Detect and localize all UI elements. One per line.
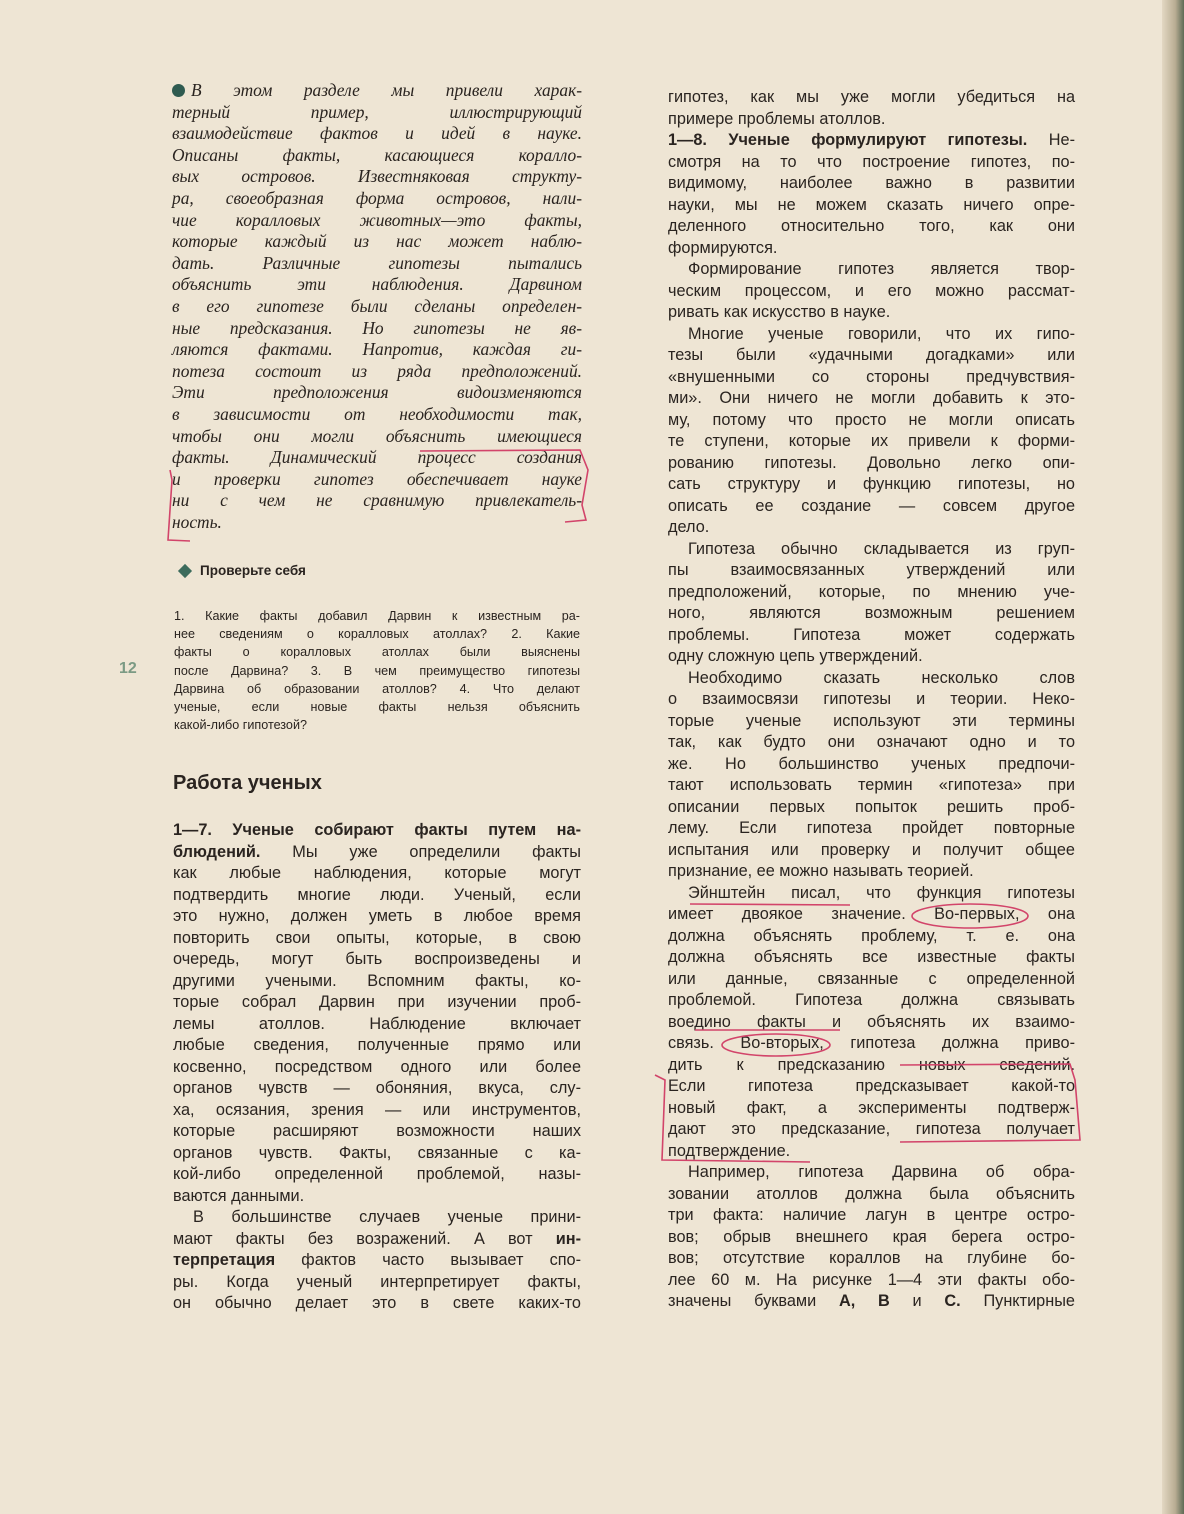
text-line: признание, ее можно называть теорией. bbox=[668, 862, 974, 880]
text-line: дить к предсказанию новых сведений. bbox=[668, 1055, 1075, 1074]
text-line: органов чувств. Факты, связанные с ка- bbox=[173, 1143, 581, 1162]
text-line: нее сведениям о коралловых атоллах? 2. Какие bbox=[174, 627, 580, 642]
text-line: Многие ученые говорили, что их гипо- bbox=[688, 324, 1075, 343]
text-line: предположений, которые, по мнению уче- bbox=[668, 582, 1075, 601]
text-line: очередь, могут быть воспроизведены и bbox=[173, 950, 581, 968]
text-line: торые ученые используют эти термины bbox=[668, 711, 1075, 730]
text-line: другими учеными. Вспомним факты, ко- bbox=[173, 971, 581, 990]
text-line: о взаимосвязи гипотезы и теории. Неко- bbox=[668, 690, 1075, 708]
text-line: же. Но большинство ученых предпочи- bbox=[668, 754, 1075, 773]
text-line: вов; обрыв внешнего края берега остро- bbox=[668, 1227, 1075, 1246]
text-line: ные предсказания. Но гипотезы не яв- bbox=[172, 317, 582, 338]
pen-circle-vo-pervykh bbox=[912, 904, 1028, 928]
text-line: лему. Если гипотеза пройдет повторные bbox=[668, 819, 1075, 837]
text-line: Описаны факты, касающиеся коралло- bbox=[172, 144, 582, 165]
text-line: лемы атоллов. Наблюдение включает bbox=[173, 1014, 581, 1033]
text-line: Эйнштейн писал, что функция гипотезы bbox=[688, 883, 1075, 902]
pen-bracket-summary bbox=[168, 450, 588, 541]
section-heading: Работа ученых bbox=[173, 772, 322, 794]
text-line: или данные, связанные с определенной bbox=[668, 969, 1075, 988]
text-line: му, потому что просто не могли описать bbox=[668, 410, 1075, 429]
text-line: гипотез, как мы уже могли убедиться на bbox=[668, 88, 1075, 106]
text-line: объяснить эти наблюдения. Дарвином bbox=[172, 274, 582, 295]
text-line: терный пример, иллюстрирующий bbox=[172, 101, 582, 122]
text-line: имеет двоякое значение. Во-первых, она bbox=[668, 905, 1075, 923]
text-line: одну сложную цепь утверждений. bbox=[668, 647, 923, 665]
text-line: после Дарвина? 3. В чем преимущество гипотезы bbox=[174, 663, 580, 678]
text-line: чие коралловых животных—это факты, bbox=[172, 209, 582, 230]
text-segment: Пунктирные bbox=[960, 1292, 1075, 1310]
text-line: ученые, если новые факты нельзя объяснить bbox=[174, 699, 580, 714]
text-line: Дарвина об образовании атоллов? 4. Что делают bbox=[174, 681, 580, 696]
text-line: описать ее создание — совсем другое bbox=[668, 496, 1075, 515]
text-line: Необходимо сказать несколько слов bbox=[688, 668, 1075, 687]
text-line: дело. bbox=[668, 518, 710, 536]
pen-circle-vo-vtorykh bbox=[722, 1034, 830, 1056]
page-number: 12 bbox=[119, 660, 137, 677]
text-line: должна объяснять проблему, т. е. она bbox=[668, 926, 1075, 945]
text-line: которые расширяют возможности наших bbox=[173, 1122, 581, 1140]
text-line: Например, гипотеза Дарвина об обра- bbox=[688, 1163, 1075, 1181]
text-line: ха, осязания, зрения — или инструментов, bbox=[173, 1100, 581, 1119]
pen-bracket-prediction bbox=[655, 1064, 1080, 1162]
text-line: ни с чем не сравнимую привлекатель- bbox=[172, 490, 582, 511]
bold-text: 1—7. Ученые собирают факты путем на- bbox=[173, 821, 581, 839]
text-line: Гипотеза обычно складывается из груп- bbox=[688, 539, 1075, 558]
text-line: испытания или проверку и получит общее bbox=[668, 840, 1075, 859]
text-segment: значены буквами bbox=[668, 1292, 839, 1310]
text-segment: Мы уже определили факты bbox=[260, 842, 581, 861]
text-line: и проверки гипотез обеспечивает науке bbox=[172, 468, 582, 489]
text-segment: В этом разделе мы привели харак- bbox=[191, 80, 582, 100]
text-line: видимому, наиболее важно в развитии bbox=[668, 174, 1075, 192]
text-segment: фактов часто вызывает спо- bbox=[275, 1251, 581, 1269]
text-line: тезы были «удачными догадками» или bbox=[668, 346, 1075, 364]
text-line: в его гипотезе были сделаны определен- bbox=[172, 295, 582, 316]
text-line: формируются. bbox=[668, 238, 778, 257]
text-line: сать структуру и функцию гипотезы, но bbox=[668, 475, 1075, 493]
text-line: факты о коралловых атоллах были выяснены bbox=[174, 645, 580, 660]
text-line: любые сведения, полученные прямо или bbox=[173, 1036, 581, 1054]
text-line: ляются фактами. Напротив, каждая ги- bbox=[172, 339, 582, 360]
text-line: ры. Когда ученый интерпретирует факты, bbox=[173, 1272, 581, 1291]
text-line: повторить свои опыты, которые, в свою bbox=[173, 928, 581, 947]
bold-text: блюдений. bbox=[173, 842, 261, 861]
text-line: как любые наблюдения, которые могут bbox=[173, 864, 581, 882]
text-line: это нужно, должен уметь в любое время bbox=[173, 907, 581, 925]
text-line: ческим процессом, и его можно рассмат- bbox=[668, 281, 1075, 300]
text-line: В большинстве случаев ученые прини- bbox=[193, 1208, 581, 1226]
bold-text: 1—8. Ученые формулируют гипотезы. bbox=[668, 131, 1028, 149]
text-line: потеза состоит из ряда предположений. bbox=[172, 360, 582, 381]
text-line: он обычно делает это в свете каких-то bbox=[173, 1294, 581, 1312]
text-line: связь. Во-вторых, гипотеза должна приво- bbox=[668, 1034, 1075, 1052]
text-segment: и bbox=[889, 1292, 945, 1310]
text-line: рованию гипотезы. Довольно легко опи- bbox=[668, 453, 1075, 472]
bold-text: терпретация bbox=[173, 1251, 276, 1269]
text-line: косвенно, посредством одного или более bbox=[173, 1057, 581, 1076]
text-line: подтвердить многие люди. Ученый, если bbox=[173, 885, 581, 904]
text-line: новый факт, а эксперименты подтверж- bbox=[668, 1098, 1075, 1117]
text-line: ного, являются возможным решением bbox=[668, 604, 1075, 622]
text-line: проблемы. Гипотеза может содержать bbox=[668, 625, 1075, 644]
text-segment: мают факты без возражений. А вот bbox=[173, 1229, 556, 1248]
text-line: три факта: наличие лагун в центре остро- bbox=[668, 1206, 1075, 1224]
text-line: органов чувств — обоняния, вкуса, слу- bbox=[173, 1079, 581, 1097]
text-line: примере проблемы атоллов. bbox=[668, 109, 886, 128]
text-line: пы взаимосвязанных утверждений или bbox=[668, 561, 1075, 579]
text-line: ривать как искусство в науке. bbox=[668, 303, 891, 321]
text-line: вых островов. Известняковая структу- bbox=[172, 166, 582, 187]
text-line: дают это предсказание, гипотеза получает bbox=[668, 1120, 1075, 1138]
text-line: которые каждый из нас может наблю- bbox=[172, 231, 582, 252]
text-line: кой-либо определенной проблемой, назы- bbox=[173, 1165, 581, 1183]
text-line: в зависимости от необходимости так, bbox=[172, 403, 582, 424]
text-line: описании первых попыток решить проб- bbox=[668, 797, 1075, 816]
text-line: чтобы они могли объяснить имеющиеся bbox=[172, 425, 582, 446]
check-yourself-label: Проверьте себя bbox=[200, 563, 306, 578]
text-line: Если гипотеза предсказывает какой-то bbox=[668, 1077, 1075, 1095]
text-line: деленного относительно того, как они bbox=[668, 217, 1075, 235]
text-line: взаимодействие фактов и идей в науке. bbox=[172, 123, 582, 144]
text-line: должна объяснять все известные факты bbox=[668, 948, 1075, 966]
text-line: «внушенными со стороны предчувствия- bbox=[668, 367, 1075, 386]
bold-text: ин- bbox=[555, 1229, 581, 1248]
pen-underline-einstein bbox=[690, 904, 850, 905]
text-line: науки, мы не можем сказать ничего опре- bbox=[668, 195, 1075, 214]
text-line: воедино факты и объяснять их взаимо- bbox=[668, 1012, 1075, 1031]
text-line: какой-либо гипотезой? bbox=[174, 718, 307, 733]
text-line: торые собрал Дарвин при изучении проб- bbox=[173, 993, 581, 1011]
text-line: факты. Динамический процесс создания bbox=[172, 447, 582, 468]
text-line: зовании атоллов должна была объяснить bbox=[668, 1184, 1075, 1203]
bold-text: А, В bbox=[838, 1292, 890, 1310]
text-line: подтверждение. bbox=[668, 1141, 791, 1160]
text-line: ми». Они ничего не могли добавить к это- bbox=[668, 389, 1075, 407]
text-line: ность. bbox=[172, 511, 222, 532]
text-line: лее 60 м. На рисунке 1—4 эти факты обо- bbox=[668, 1270, 1075, 1289]
text-line: ра, своеобразная форма островов, нали- bbox=[172, 187, 582, 208]
text-line: проблемой. Гипотеза должна связывать bbox=[668, 991, 1075, 1009]
bold-text: С. bbox=[944, 1292, 961, 1310]
text-line: тают использовать термин «гипотеза» при bbox=[668, 776, 1075, 794]
text-line: смотря на то что построение гипотез, по- bbox=[668, 152, 1075, 171]
text-line: 1. Какие факты добавил Дарвин к известным ра- bbox=[174, 609, 580, 623]
text-line: дать. Различные гипотезы пытались bbox=[172, 252, 582, 273]
text-segment: Не- bbox=[1027, 131, 1075, 149]
text-line: ваются данными. bbox=[173, 1186, 305, 1205]
text-line: Формирование гипотез является твор- bbox=[688, 260, 1075, 278]
text-line: так, как будто они означают одно и то bbox=[668, 733, 1075, 751]
text-line: вов; отсутствие кораллов на глубине бо- bbox=[668, 1249, 1075, 1267]
text-line: Эти предположения видоизменяются bbox=[172, 382, 582, 403]
text-line: те ступени, которые их привели к форми- bbox=[668, 432, 1075, 450]
